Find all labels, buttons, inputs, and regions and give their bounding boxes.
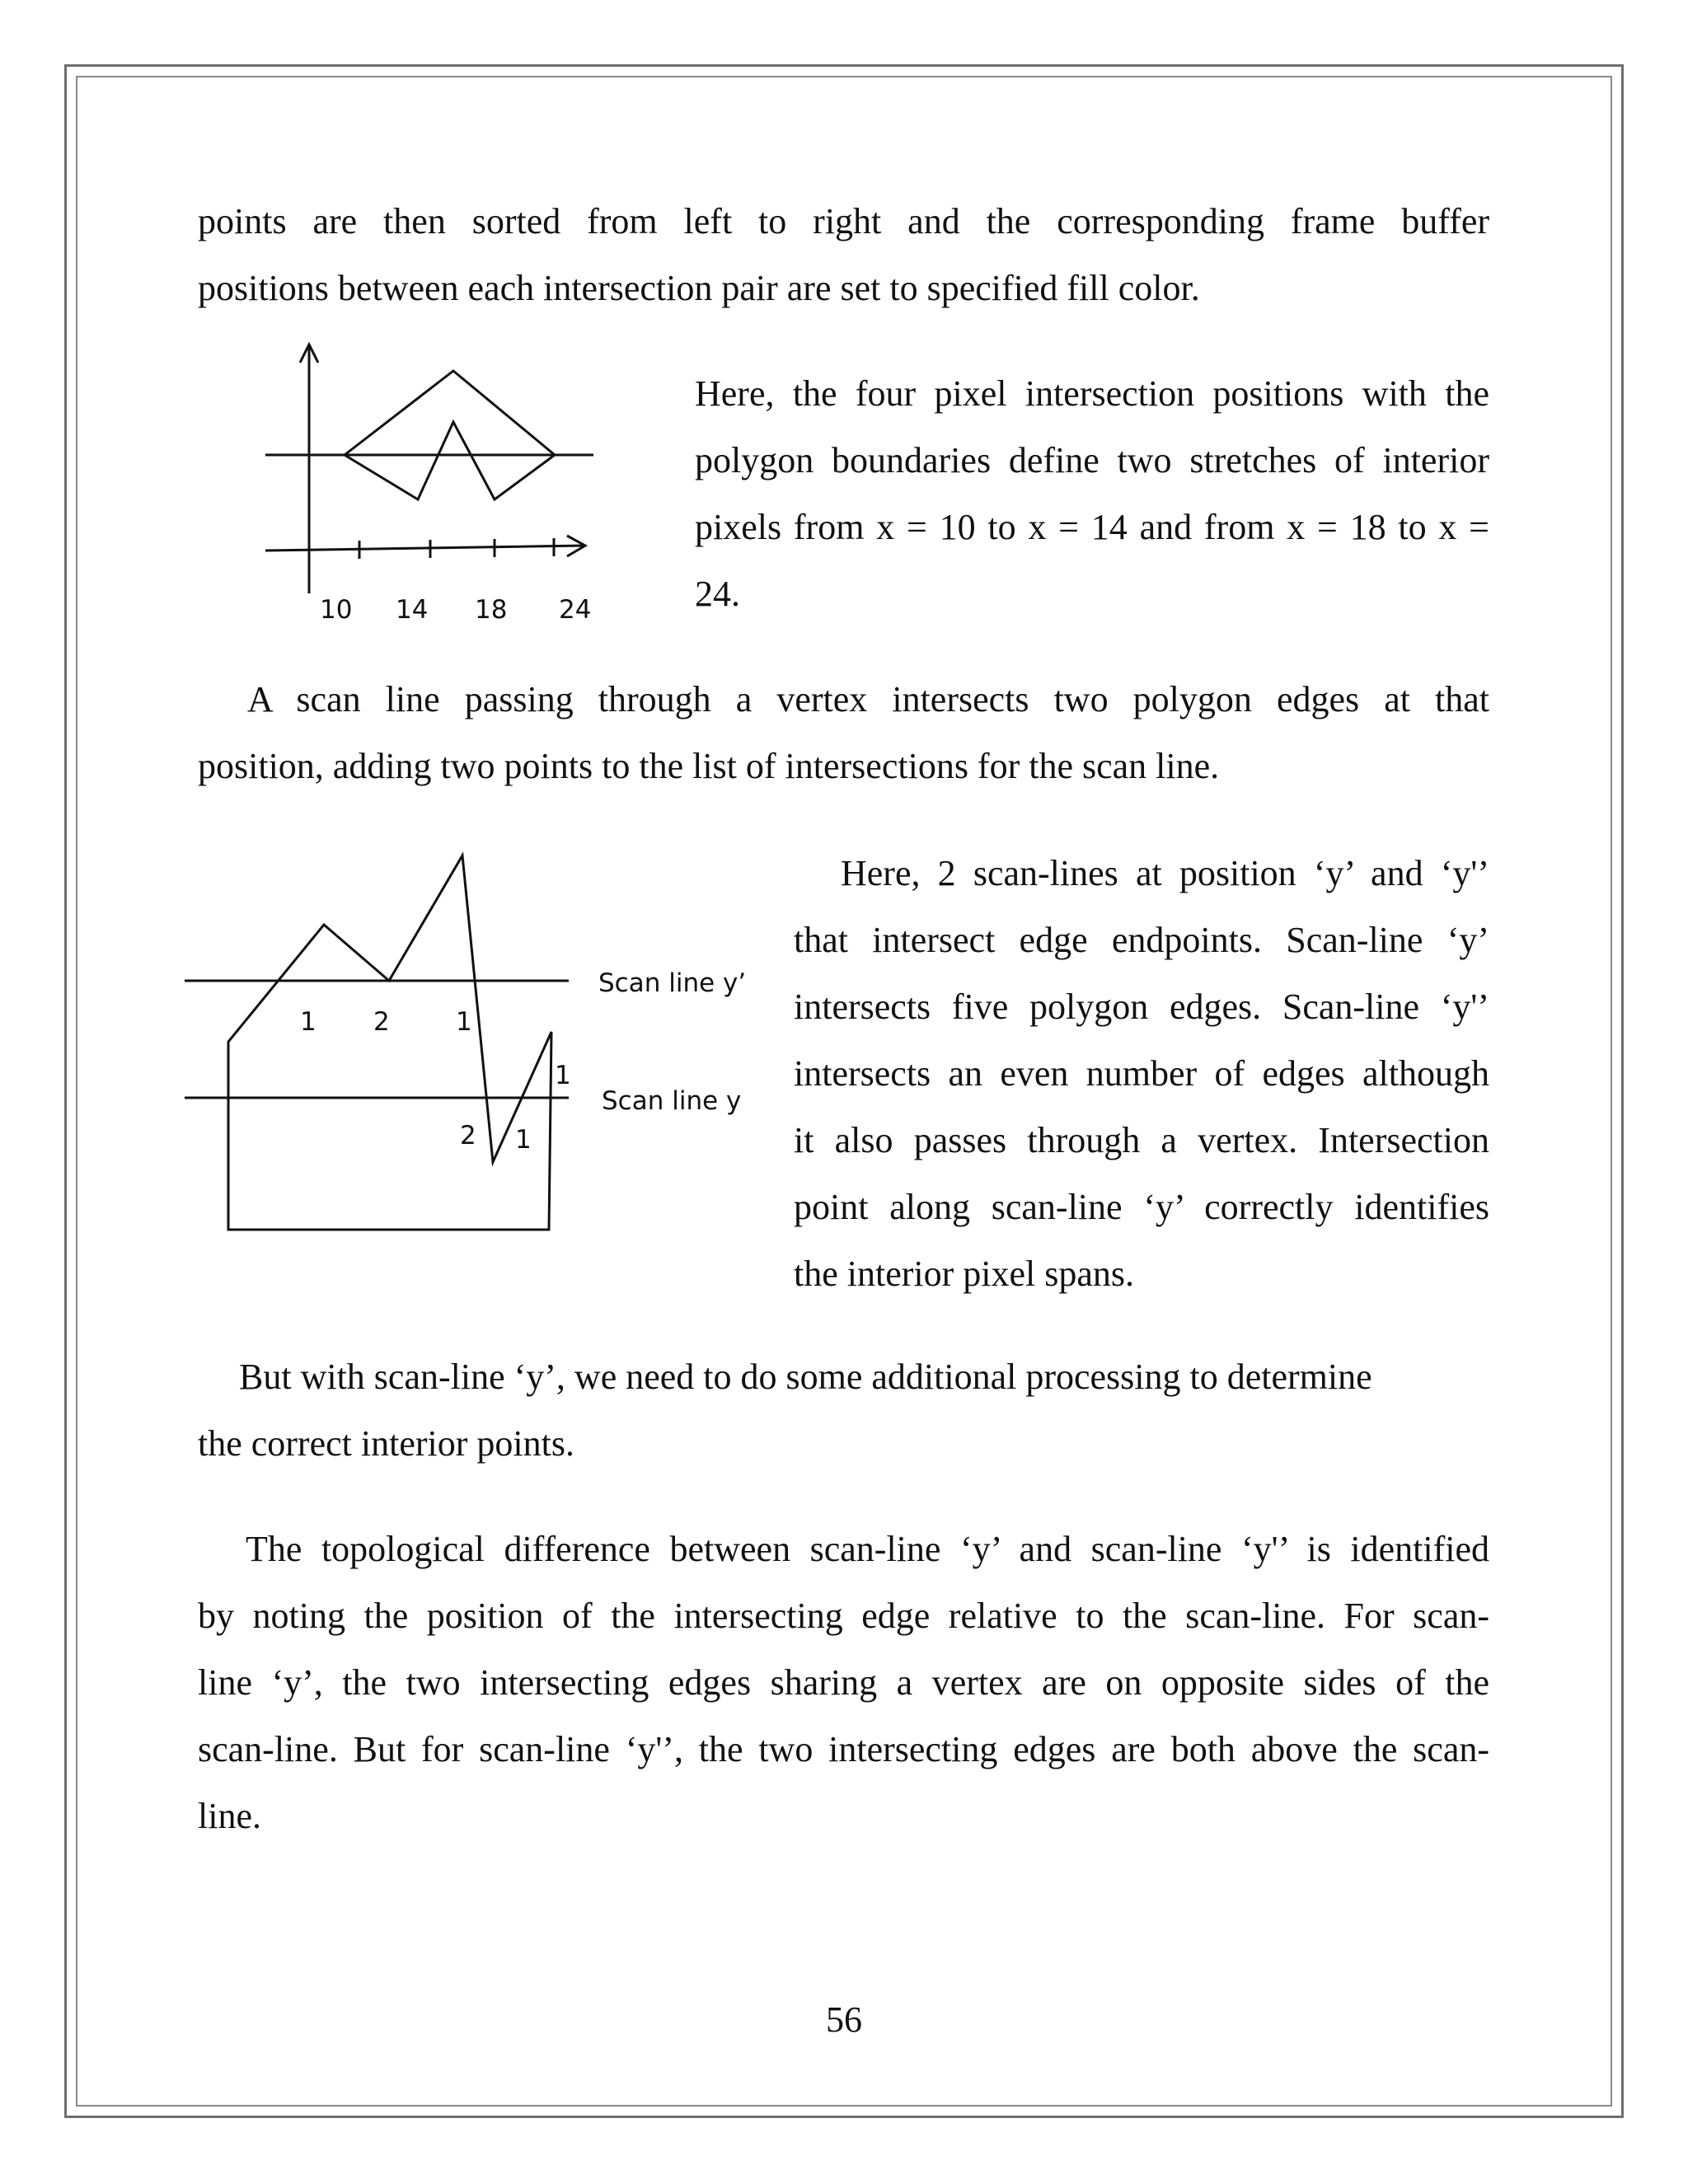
polygon-outer (345, 371, 555, 455)
figure2-caption-line-3: intersects five polygon edges. Scan-line ‘y'’ (794, 987, 1489, 1027)
figure2-caption-line-4: intersects an even number of edges although (794, 1053, 1489, 1094)
para2-line-1: A scan line passing through a vertex intersects two polygon edges at that (247, 679, 1489, 719)
figure2-caption-line-2: that intersect edge endpoints. Scan-line ‘y’ (794, 920, 1489, 960)
scan-line-y-label: Scan line y (602, 1086, 742, 1116)
figure1-caption-line-2: polygon boundaries define two stretches of interior (695, 440, 1489, 480)
figure1-diagram (247, 330, 610, 643)
para3-line-2: the correct interior points. (198, 1423, 574, 1464)
figure1-caption-line-3: pixels from x = 10 to x = 14 and from x = 18 to x = (695, 507, 1489, 547)
scan-line-y-prime-label: Scan line y’ (598, 968, 747, 998)
tick-label-24: 24 (559, 595, 592, 625)
figure1-caption-line-4: 24. (695, 574, 740, 614)
tick-label-14: 14 (396, 595, 429, 625)
para4-line-2: by noting the position of the intersecting edge relative to the scan-line. For scan- (198, 1596, 1489, 1636)
para4-line-3: line ‘y’, the two intersecting edges sharing a vertex are on opposite sides of the (198, 1662, 1489, 1703)
para4-line-5: line. (198, 1796, 261, 1836)
tick-label-18: 18 (475, 595, 508, 625)
figure1-caption-line-1: Here, the four pixel intersection positions with the (695, 373, 1489, 414)
para4-line-4: scan-line. But for scan-line ‘y'’, the two intersecting edges are both above the scan- (198, 1729, 1489, 1769)
count-label: 2 (373, 1007, 390, 1037)
figure2-caption-line-6: point along scan-line ‘y’ correctly identifies (794, 1187, 1489, 1227)
tick-label-10: 10 (320, 595, 353, 625)
para3-line-1: But with scan-line ‘y’, we need to do some additional processing to determine (239, 1357, 1372, 1397)
intro-line-2: positions between each intersection pair are set to specified fill color. (198, 268, 1200, 308)
figure2-caption-line-7: the interior pixel spans. (794, 1254, 1135, 1294)
intro-line-1: points are then sorted from left to right and the corresponding frame buffer (198, 201, 1489, 241)
polygon (228, 855, 551, 1230)
count-label: 1 (300, 1007, 316, 1037)
page-number: 56 (826, 1999, 862, 2040)
figure2-diagram (165, 824, 758, 1253)
figure2-caption-line-5: it also passes through a vertex. Intersection (794, 1120, 1489, 1160)
count-label: 2 (460, 1121, 476, 1151)
count-label: 1 (456, 1007, 472, 1037)
polygon-inner (345, 422, 555, 499)
x-axis (265, 546, 585, 551)
figure2-caption-line-1: Here, 2 scan-lines at position ‘y’ and ‘y'’ (841, 853, 1489, 893)
count-label: 1 (555, 1061, 571, 1090)
para2-line-2: position, adding two points to the list of intersections for the scan line. (198, 746, 1220, 786)
count-label: 1 (515, 1125, 532, 1155)
para4-line-1: The topological difference between scan-line ‘y’ and scan-line ‘y'’ is identified (246, 1529, 1489, 1569)
